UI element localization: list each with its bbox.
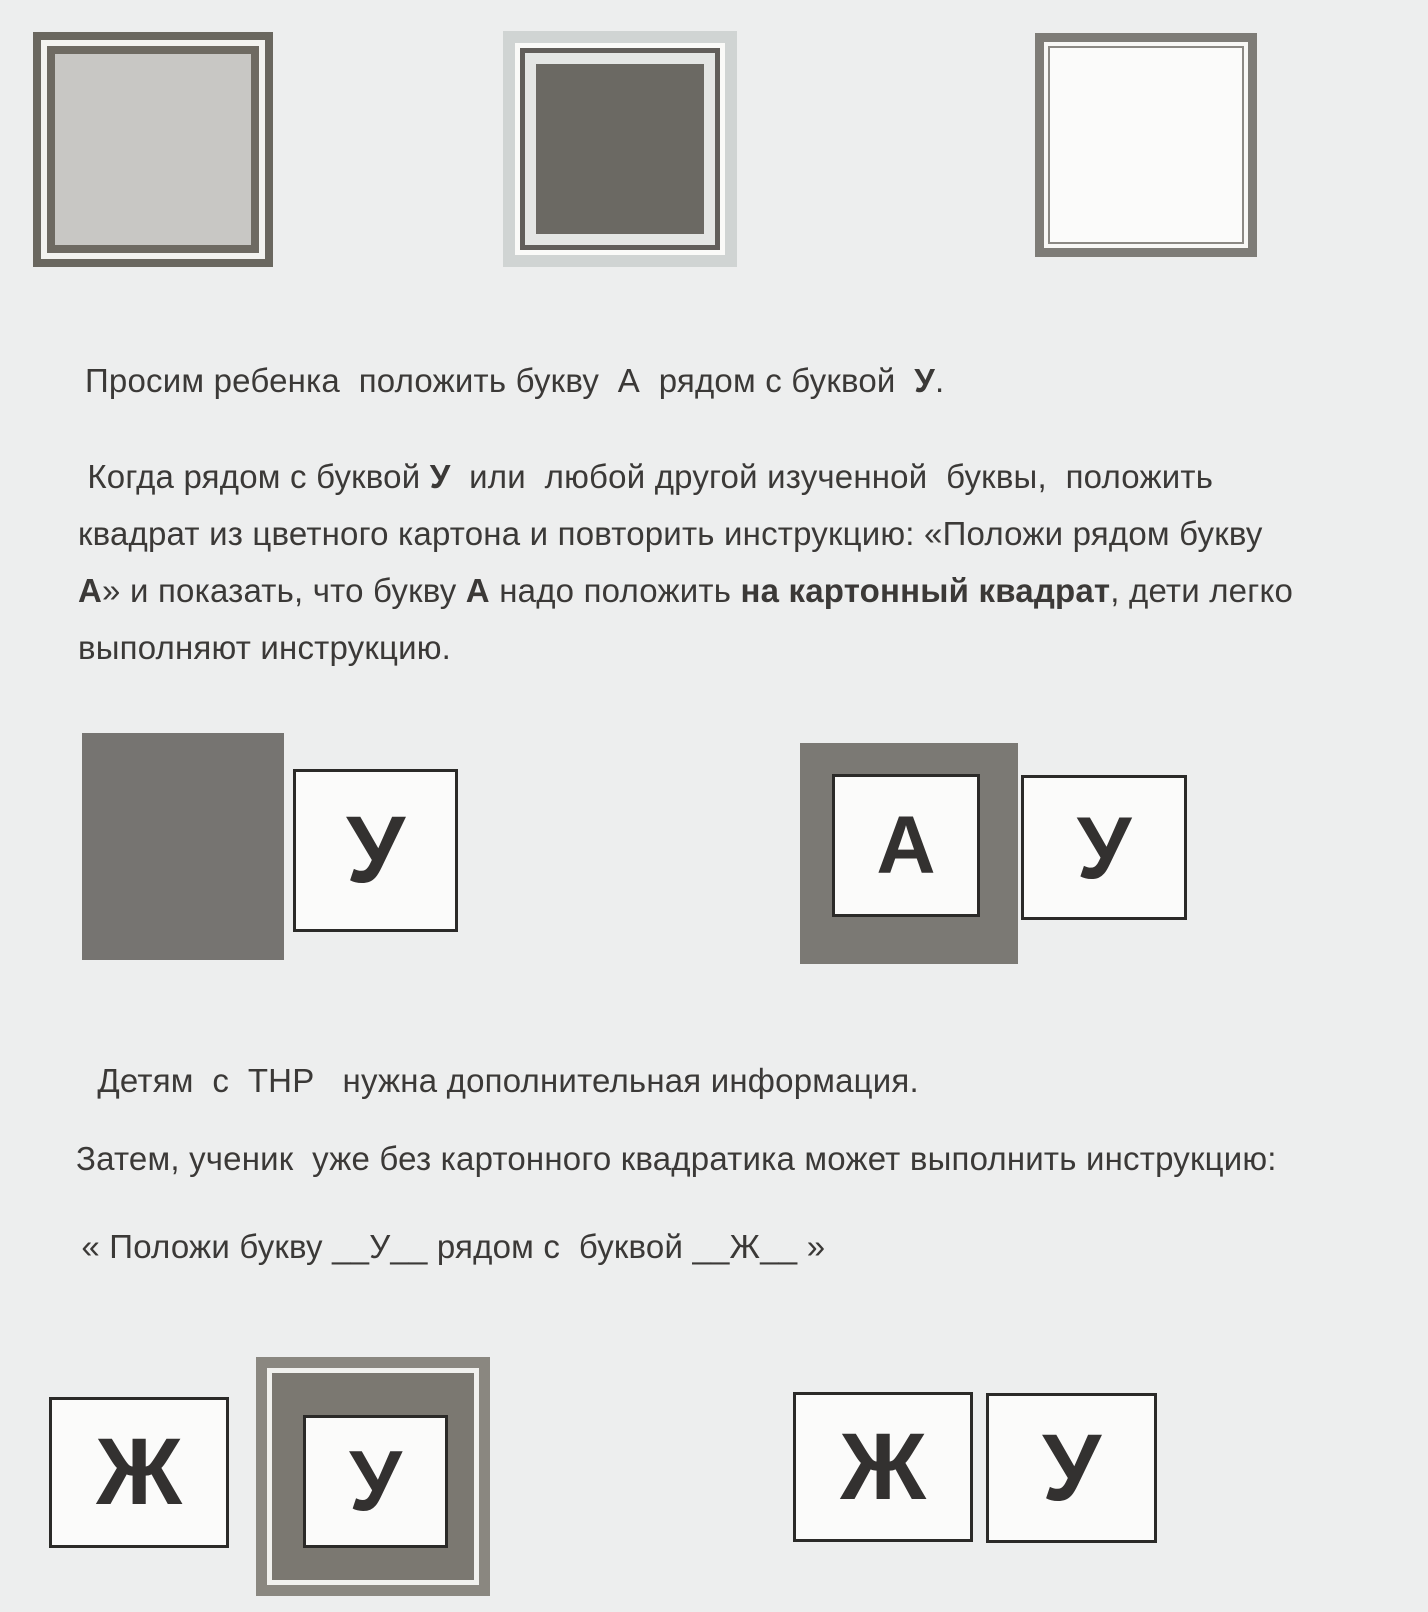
text-line: [78, 562, 1293, 619]
text-run: , дети легко: [1110, 572, 1294, 609]
text-run: .: [935, 362, 945, 399]
bold-text-run: на картонный квадрат: [740, 572, 1111, 609]
frame-layer: [1048, 46, 1244, 244]
bold-text-run: А: [465, 572, 490, 609]
letter-a: А: [876, 799, 936, 891]
text-run: « Положи букву __У__ рядом с буквой __Ж__ »: [72, 1228, 826, 1265]
text-run: Детям с ТНР нужна дополнительная информация.: [88, 1062, 919, 1099]
square-fill-dark-gray: [536, 64, 704, 234]
square-fill-light-gray: [55, 54, 251, 245]
text-run: выполняют инструкцию.: [78, 629, 452, 666]
sample-square-empty-framed: [1035, 33, 1257, 257]
letter-card-u-on-cardboard: [303, 1415, 448, 1548]
letter-card-zh: [793, 1392, 973, 1542]
bold-text-run: У: [914, 362, 936, 399]
letter-u: У: [349, 1433, 402, 1529]
letter-card-u: [1021, 775, 1187, 920]
text-line: [78, 448, 1293, 505]
letter-zh: Ж: [96, 1419, 182, 1525]
paragraph-instruction-2: [78, 448, 1293, 676]
frame-layer: [1044, 42, 1248, 248]
cardboard-square-mid-left: [82, 733, 284, 960]
text-line: [78, 505, 1293, 562]
paragraph-thr-note: [88, 1052, 919, 1109]
text-run: надо положить: [489, 572, 741, 609]
letter-u: У: [345, 797, 406, 903]
letter-card-u: [986, 1393, 1157, 1543]
text-run: Затем, ученик уже без картонного квадратика может выполнить инструкцию:: [76, 1140, 1277, 1177]
text-line: [72, 1218, 825, 1275]
paragraph-next-step: [76, 1130, 1277, 1187]
text-run: Просим ребенка положить букву А рядом с буквой: [85, 362, 915, 399]
frame-layer: [520, 48, 720, 250]
frame-layer: [41, 40, 265, 259]
paragraph-quoted-instruction: [72, 1218, 825, 1275]
letter-card-u: [293, 769, 458, 932]
text-line: [78, 619, 1293, 676]
square-fill-white: [1050, 48, 1242, 242]
text-line: [88, 1052, 919, 1109]
text-run: или любой другой изученной буквы, положить: [450, 458, 1214, 495]
frame-layer: [525, 53, 715, 245]
bold-text-run: А: [78, 572, 103, 609]
letter-u: У: [1076, 797, 1132, 897]
frame-layer: [47, 46, 259, 253]
text-run: Когда рядом с буквой: [78, 458, 430, 495]
text-run: » и показать, что букву: [102, 572, 466, 609]
frame-layer: [515, 43, 725, 255]
sample-square-light-framed: [33, 32, 273, 267]
text-line: [85, 352, 944, 409]
letter-zh: Ж: [840, 1413, 926, 1520]
paragraph-instruction-1: [85, 352, 944, 409]
letter-card-zh: [49, 1397, 229, 1548]
bold-text-run: У: [429, 458, 451, 495]
letter-u: У: [1041, 1414, 1102, 1521]
sample-square-dark-framed: [503, 31, 737, 267]
text-run: квадрат из цветного картона и повторить инструкцию: «Положи рядом букву: [78, 515, 1263, 552]
letter-card-a-on-cardboard: [832, 774, 980, 917]
text-line: [76, 1130, 1277, 1187]
